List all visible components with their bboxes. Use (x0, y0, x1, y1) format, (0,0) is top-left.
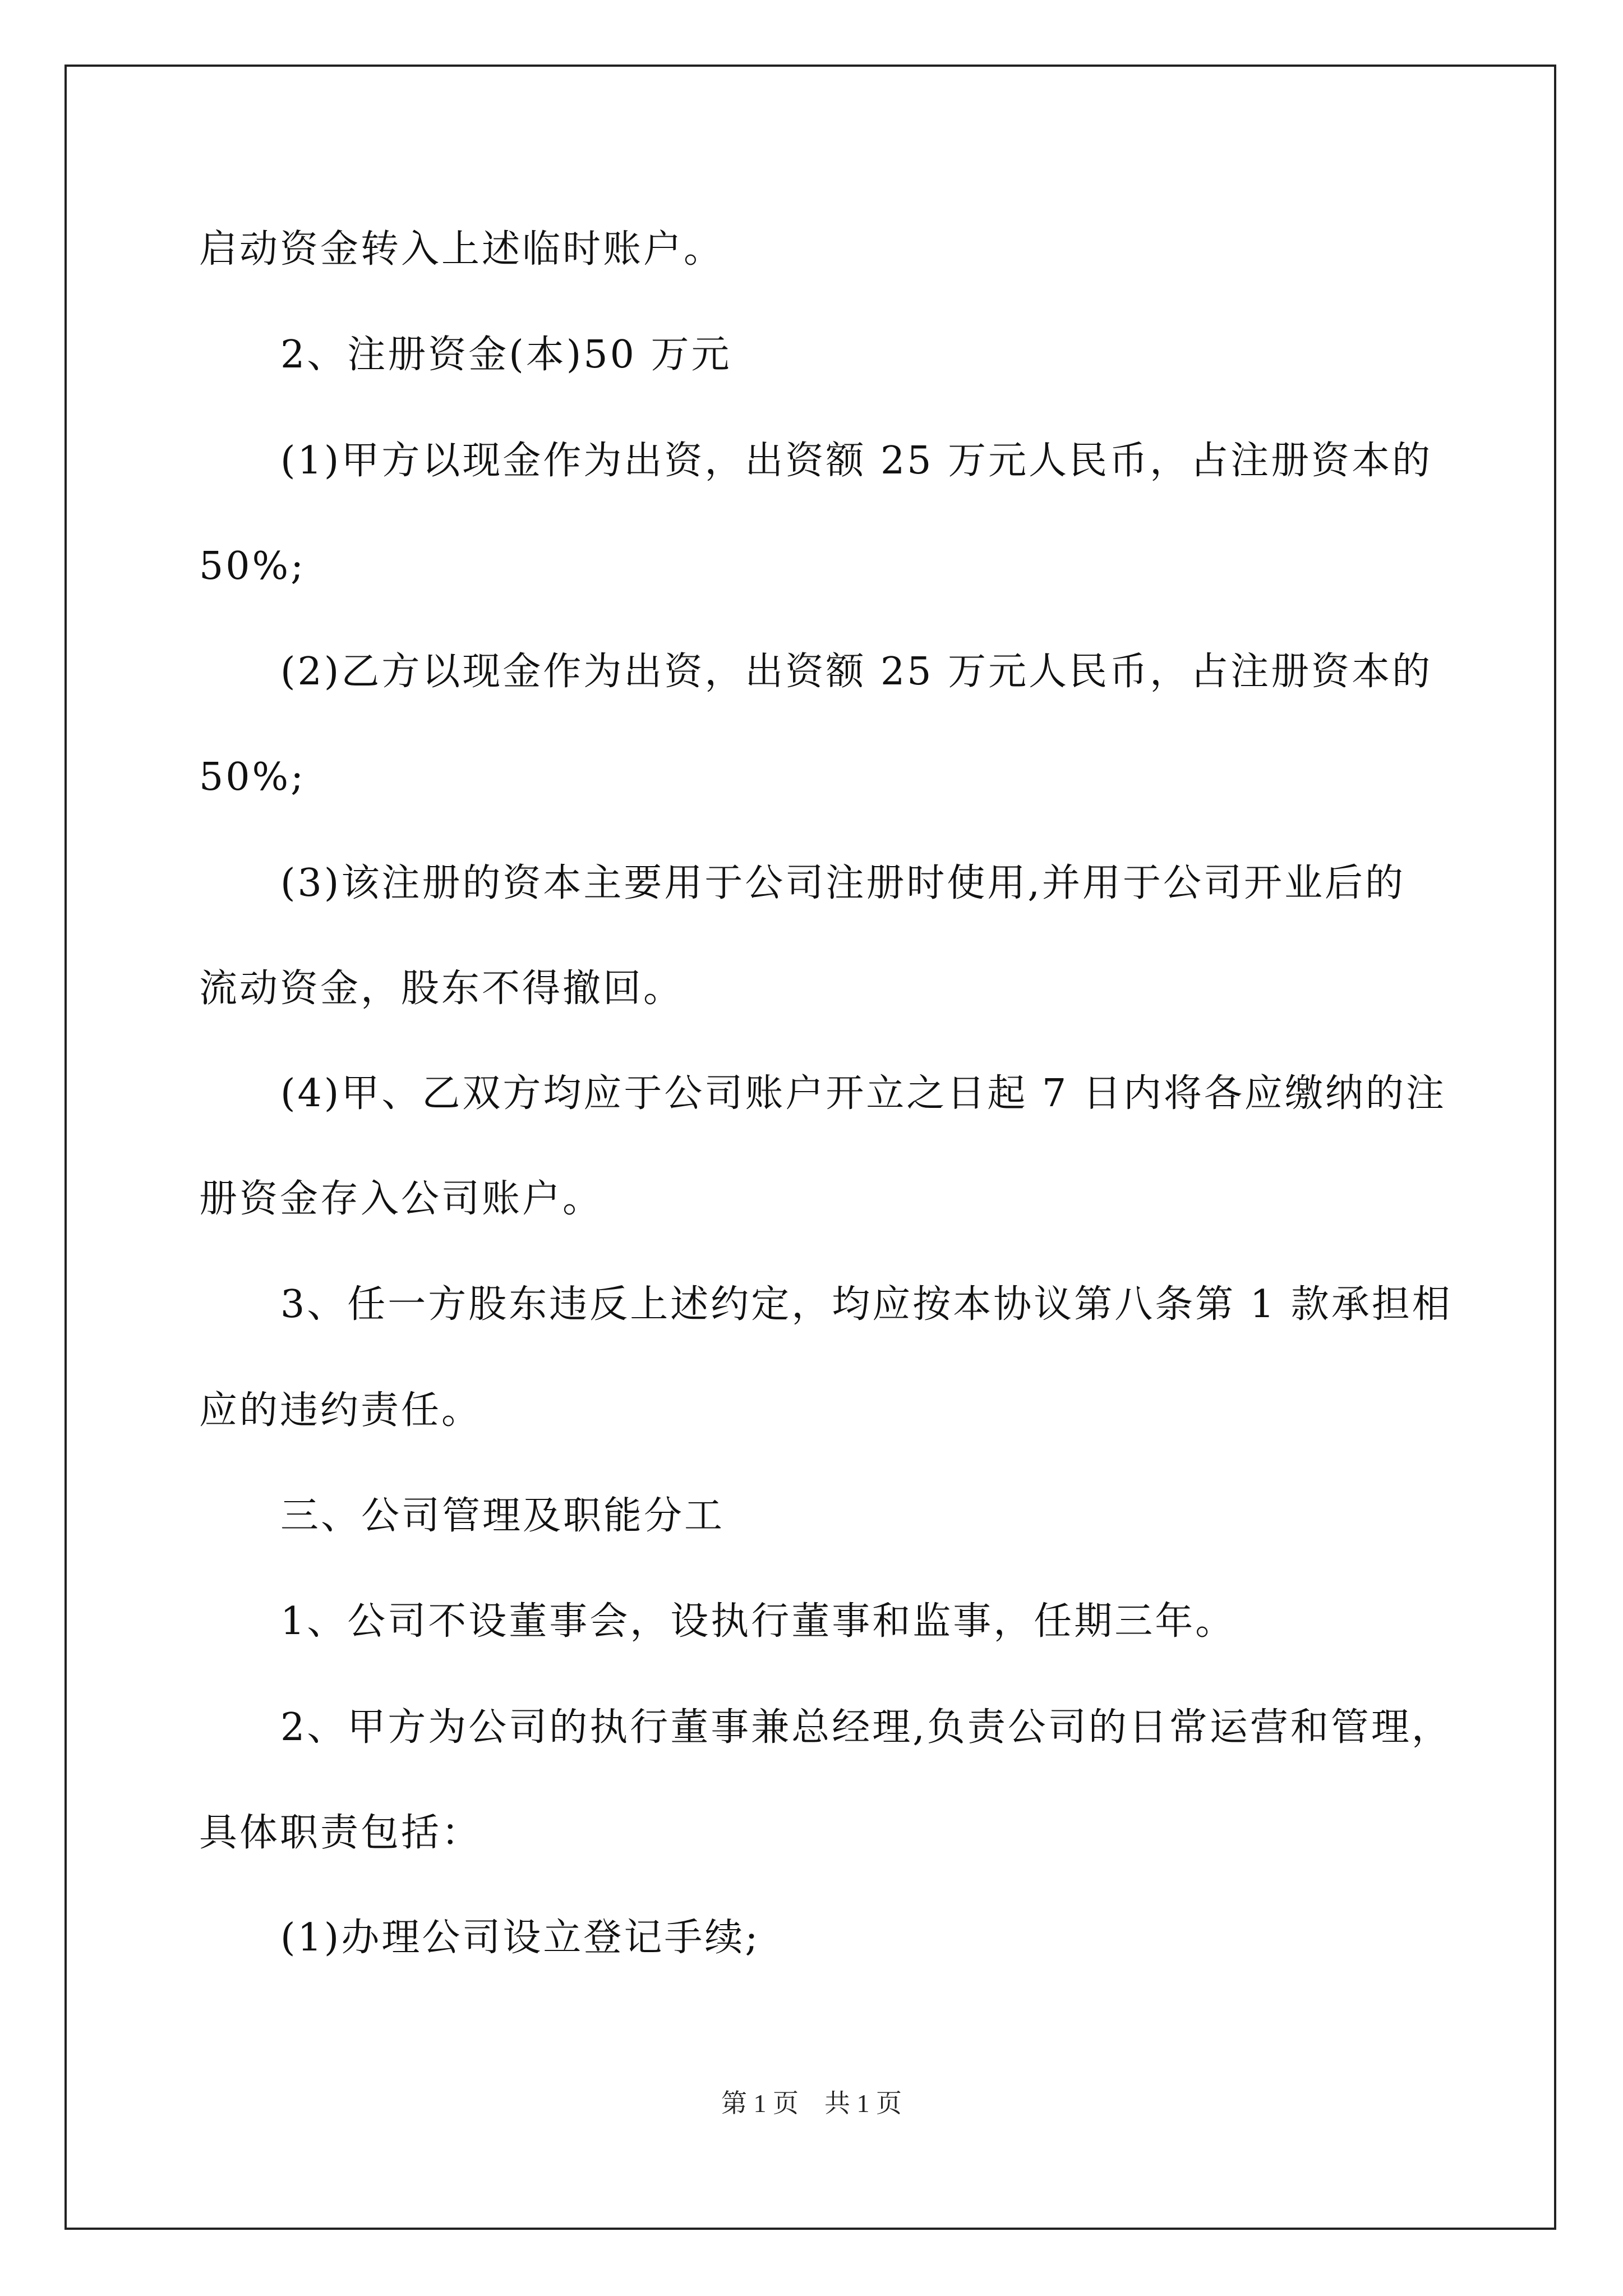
page-number-footer: 第 1 页 共 1 页 (721, 2089, 902, 2118)
body-line-9: (4)甲、乙双方均应于公司账户开立之日起 7 日内将各应缴纳的注 (280, 1071, 1446, 1116)
body-line-5: (2)乙方以现金作为出资，出资额 25 万元人民币，占注册资本的 (280, 650, 1433, 694)
page-border (64, 65, 1556, 2230)
section-heading-management: 三、公司管理及职能分工 (280, 1494, 725, 1538)
body-line-8: 流动资金，股东不得撤回。 (199, 967, 684, 1011)
section-heading-registered-capital: 2、注册资金(本)50 万元 (280, 333, 732, 377)
body-line-17: (1)办理公司设立登记手续; (280, 1916, 760, 1960)
body-line-7: (3)该注册的资本主要用于公司注册时使用,并用于公司开业后的 (280, 861, 1405, 905)
body-line-4: 50%; (199, 544, 306, 588)
body-line-14: 1、公司不设董事会，设执行董事和监事，任期三年。 (280, 1599, 1236, 1644)
body-line-15: 2、甲方为公司的执行董事兼总经理,负责公司的日常运营和管理， (280, 1705, 1452, 1750)
body-line-1: 启动资金转入上述临时账户。 (199, 227, 725, 272)
body-line-11: 3、任一方股东违反上述约定，均应按本协议第八条第 1 款承担相 (280, 1282, 1453, 1327)
body-line-6: 50%; (199, 755, 306, 799)
body-line-10: 册资金存入公司账户。 (199, 1177, 603, 1221)
body-line-16: 具体职责包括： (199, 1811, 482, 1855)
body-line-3: (1)甲方以现金作为出资，出资额 25 万元人民币，占注册资本的 (280, 439, 1433, 483)
body-line-12: 应的违约责任。 (199, 1388, 482, 1433)
